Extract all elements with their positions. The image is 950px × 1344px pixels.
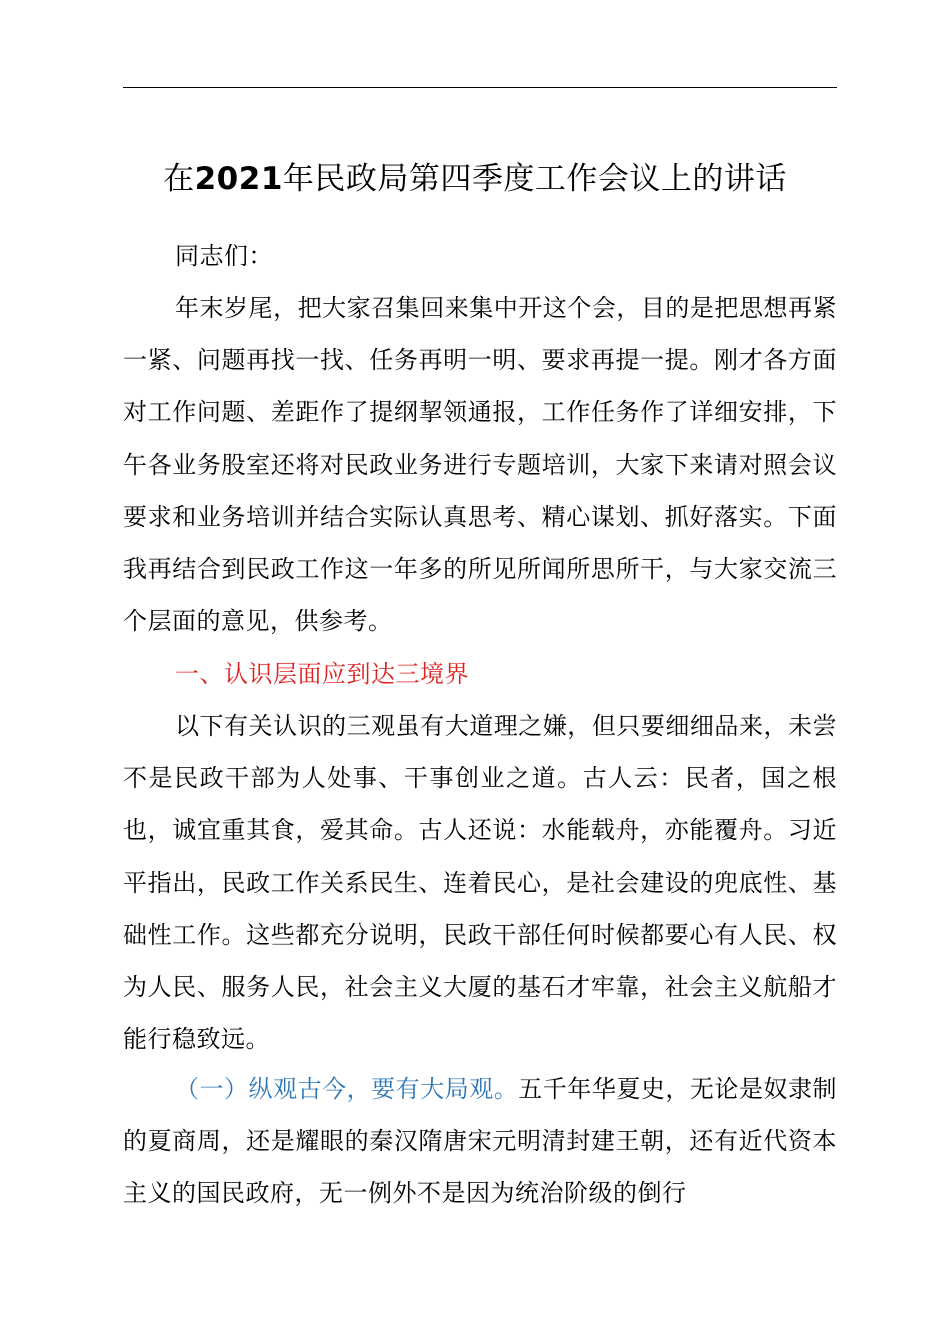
subsection-1-paragraph (123, 1063, 837, 1220)
title-suffix: 年民政局第四季度工作会议上的讲话 (282, 161, 787, 197)
title-year: 2021 (194, 161, 283, 197)
title-prefix: 在 (163, 161, 195, 197)
salutation: 同志们： (175, 242, 273, 270)
subsection-1-heading: （一）纵观古今，要有大局观。 (175, 1075, 519, 1103)
header-rule (123, 87, 837, 88)
intro-paragraph: 年末岁尾，把大家召集回来集中开这个会，目的是把思想再紧一紧、问题再找一找、任务再明一明、要求再提一提。刚才各方面对工作问题、差距作了提纲挈领通报，工作任务作了详细安排，下午各业务股室还将对民政业务进行专题培训，大家下来请对照会议要求和业务培训并结合实际认真思考、精心谋划、抓好落实。下面我再结合到民政工作这一年多的所见所闻所思所干，与大家交流三个层面的意见，供参考。 (123, 294, 837, 636)
section-1-paragraph: 以下有关认识的三观虽有大道理之嫌，但只要细细品来，未尝不是民政干部为人处事、干事创业之道。古人云：民者，国之根也，诚宜重其食，爱其命。古人还说：水能载舟，亦能覆舟。习近平指出，民政工作关系民生、连着民心，是社会建设的兜底性、基础性工作。这些都充分说明，民政干部任何时候都要心有人民、权为人民、服务人民，社会主义大厦的基石才牢靠，社会主义航船才能行稳致远。 (123, 712, 837, 1054)
page-title (0, 153, 950, 205)
subsection-1-text: 五千年华夏史，无论是奴隶制的夏商周，还是耀眼的秦汉隋唐宋元明清封建王朝，还有近代资本主义的国民政府，无一例外不是因为统治阶级的倒行 (123, 1075, 838, 1208)
section-heading-1: 一、认识层面应到达三境界 (175, 660, 469, 688)
